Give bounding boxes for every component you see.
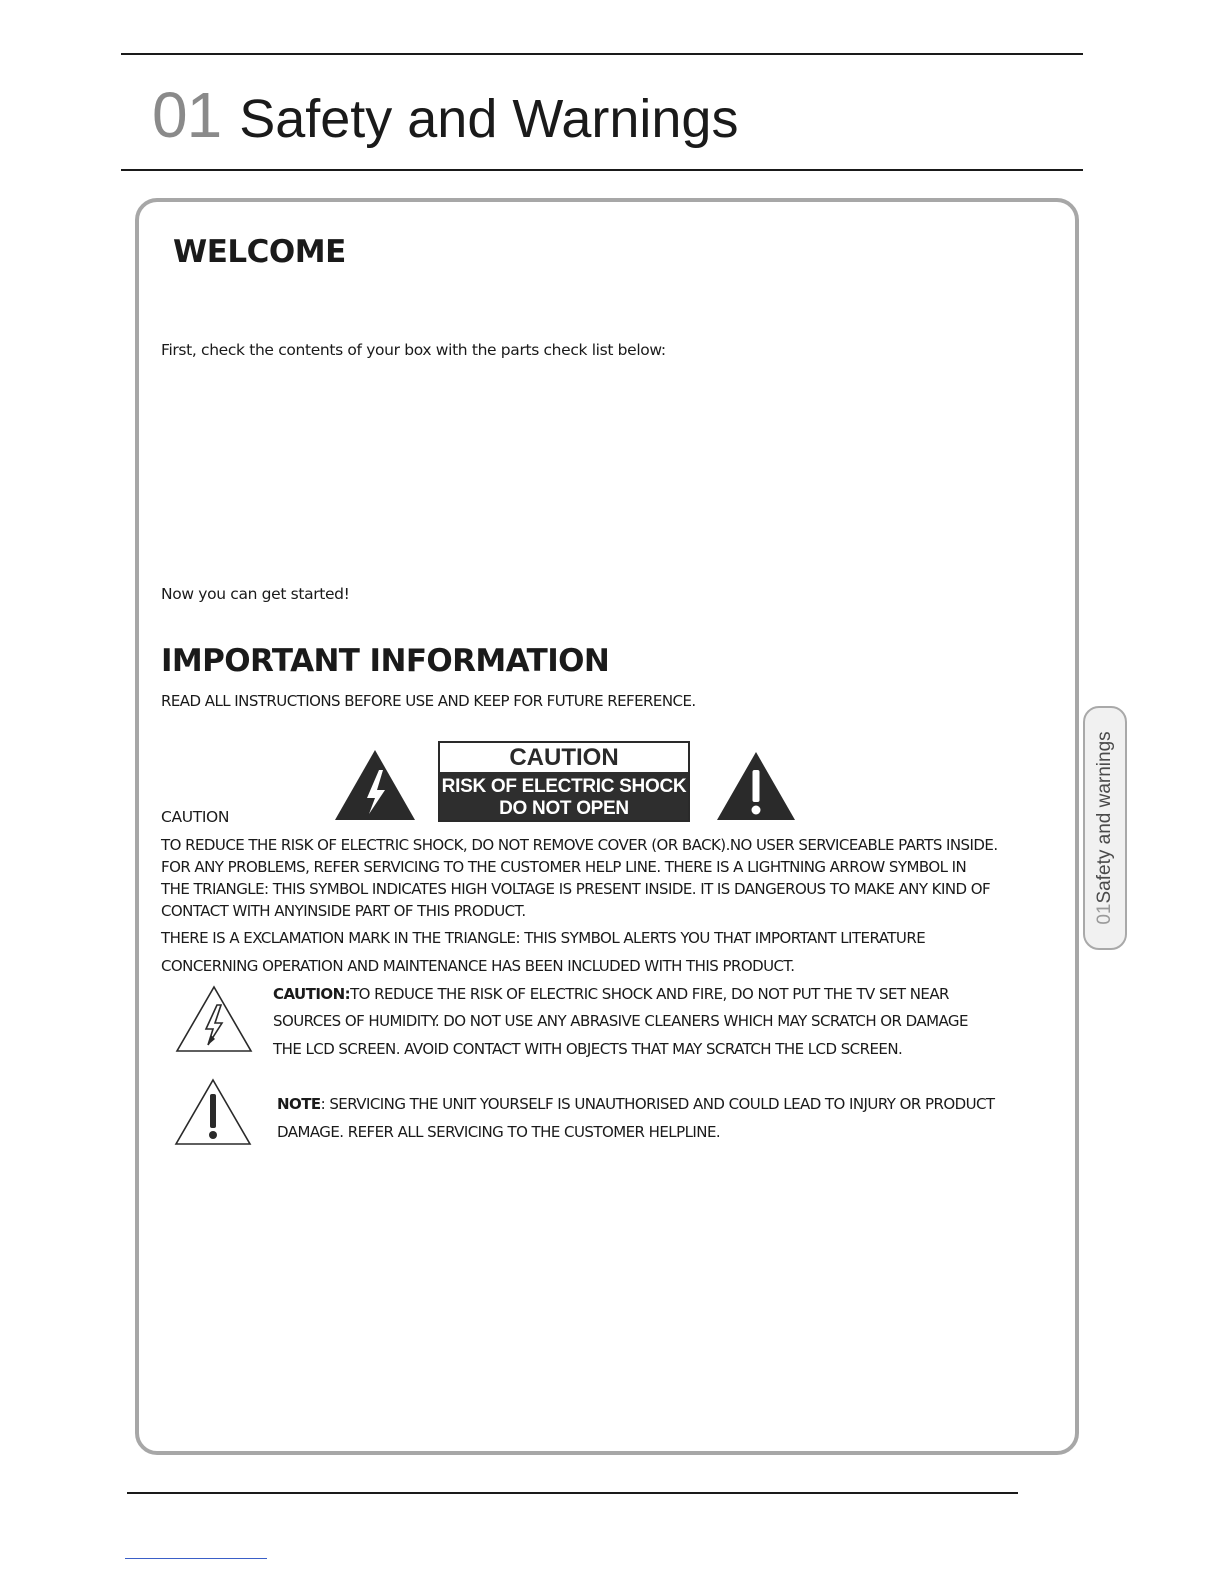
footer-link-underline[interactable] bbox=[125, 1558, 267, 1559]
paragraph2-line2: CONCERNING OPERATION AND MAINTENANCE HAS BEEN INCLUDED WITH THIS PRODUCT. bbox=[161, 957, 795, 975]
side-tab-label bbox=[1094, 731, 1116, 924]
caution-label bbox=[438, 741, 690, 822]
welcome-intro: First, check the contents of your box with the parts check list below: bbox=[161, 341, 666, 359]
service-note-line1 bbox=[277, 1095, 995, 1113]
paragraph1-line1: TO REDUCE THE RISK OF ELECTRIC SHOCK, DO NOT REMOVE COVER (OR BACK).NO USER SERVICEABLE PARTS INSIDE. bbox=[161, 836, 998, 854]
caution-label-line1: RISK OF ELECTRIC SHOCK bbox=[441, 776, 687, 797]
paragraph1-line4: CONTACT WITH ANYINSIDE PART OF THIS PRODUCT. bbox=[161, 902, 526, 920]
welcome-heading: WELCOME bbox=[173, 234, 346, 270]
lightning-warning-triangle-icon bbox=[333, 748, 417, 822]
caution-note-line3: THE LCD SCREEN. AVOID CONTACT WITH OBJECTS THAT MAY SCRATCH THE LCD SCREEN. bbox=[273, 1040, 903, 1058]
side-tab-text: Safety and warnings bbox=[1094, 731, 1115, 904]
header-top-rule bbox=[121, 53, 1083, 55]
read-all-instructions: READ ALL INSTRUCTIONS BEFORE USE AND KEEP FOR FUTURE REFERENCE. bbox=[161, 692, 696, 710]
lightning-outline-triangle-icon bbox=[175, 985, 253, 1053]
header-bottom-rule bbox=[121, 169, 1083, 171]
page-title bbox=[152, 78, 738, 152]
service-note-text1: : SERVICING THE UNIT YOURSELF IS UNAUTHORISED AND COULD LEAD TO INJURY OR PRODUCT bbox=[320, 1095, 995, 1113]
paragraph1-line3: THE TRIANGLE: THIS SYMBOL INDICATES HIGH VOLTAGE IS PRESENT INSIDE. IT IS DANGEROUS TO MAKE ANY KIND OF bbox=[161, 880, 991, 898]
paragraph2-line1: THERE IS A EXCLAMATION MARK IN THE TRIANGLE: THIS SYMBOL ALERTS YOU THAT IMPORTANT LITERATURE bbox=[161, 929, 926, 947]
service-note-lead: NOTE bbox=[277, 1095, 321, 1113]
caution-label-line2: DO NOT OPEN bbox=[499, 798, 629, 819]
side-tab-number: 01 bbox=[1094, 903, 1115, 925]
caution-note-text1: TO REDUCE THE RISK OF ELECTRIC SHOCK AND FIRE, DO NOT PUT THE TV SET NEAR bbox=[350, 985, 949, 1003]
content-panel bbox=[135, 198, 1079, 1455]
exclamation-outline-triangle-icon bbox=[174, 1078, 252, 1146]
paragraph1-line2: FOR ANY PROBLEMS, REFER SERVICING TO THE CUSTOMER HELP LINE. THERE IS A LIGHTNING ARROW SYMBOL IN bbox=[161, 858, 967, 876]
caution-note-line1 bbox=[273, 985, 949, 1003]
important-heading: IMPORTANT INFORMATION bbox=[161, 643, 610, 679]
exclamation-warning-triangle-icon bbox=[715, 750, 797, 822]
caution-word: CAUTION bbox=[161, 808, 230, 826]
caution-note-line2: SOURCES OF HUMIDITY. DO NOT USE ANY ABRASIVE CLEANERS WHICH MAY SCRATCH OR DAMAGE bbox=[273, 1012, 968, 1030]
chapter-number: 01 bbox=[152, 79, 222, 151]
footer-rule bbox=[127, 1492, 1018, 1494]
chapter-title: Safety and Warnings bbox=[239, 89, 739, 149]
service-note-line2: DAMAGE. REFER ALL SERVICING TO THE CUSTOMER HELPLINE. bbox=[277, 1123, 721, 1141]
caution-label-title: CAUTION bbox=[440, 743, 688, 772]
welcome-started: Now you can get started! bbox=[161, 585, 350, 603]
caution-note-lead: CAUTION: bbox=[273, 985, 351, 1003]
